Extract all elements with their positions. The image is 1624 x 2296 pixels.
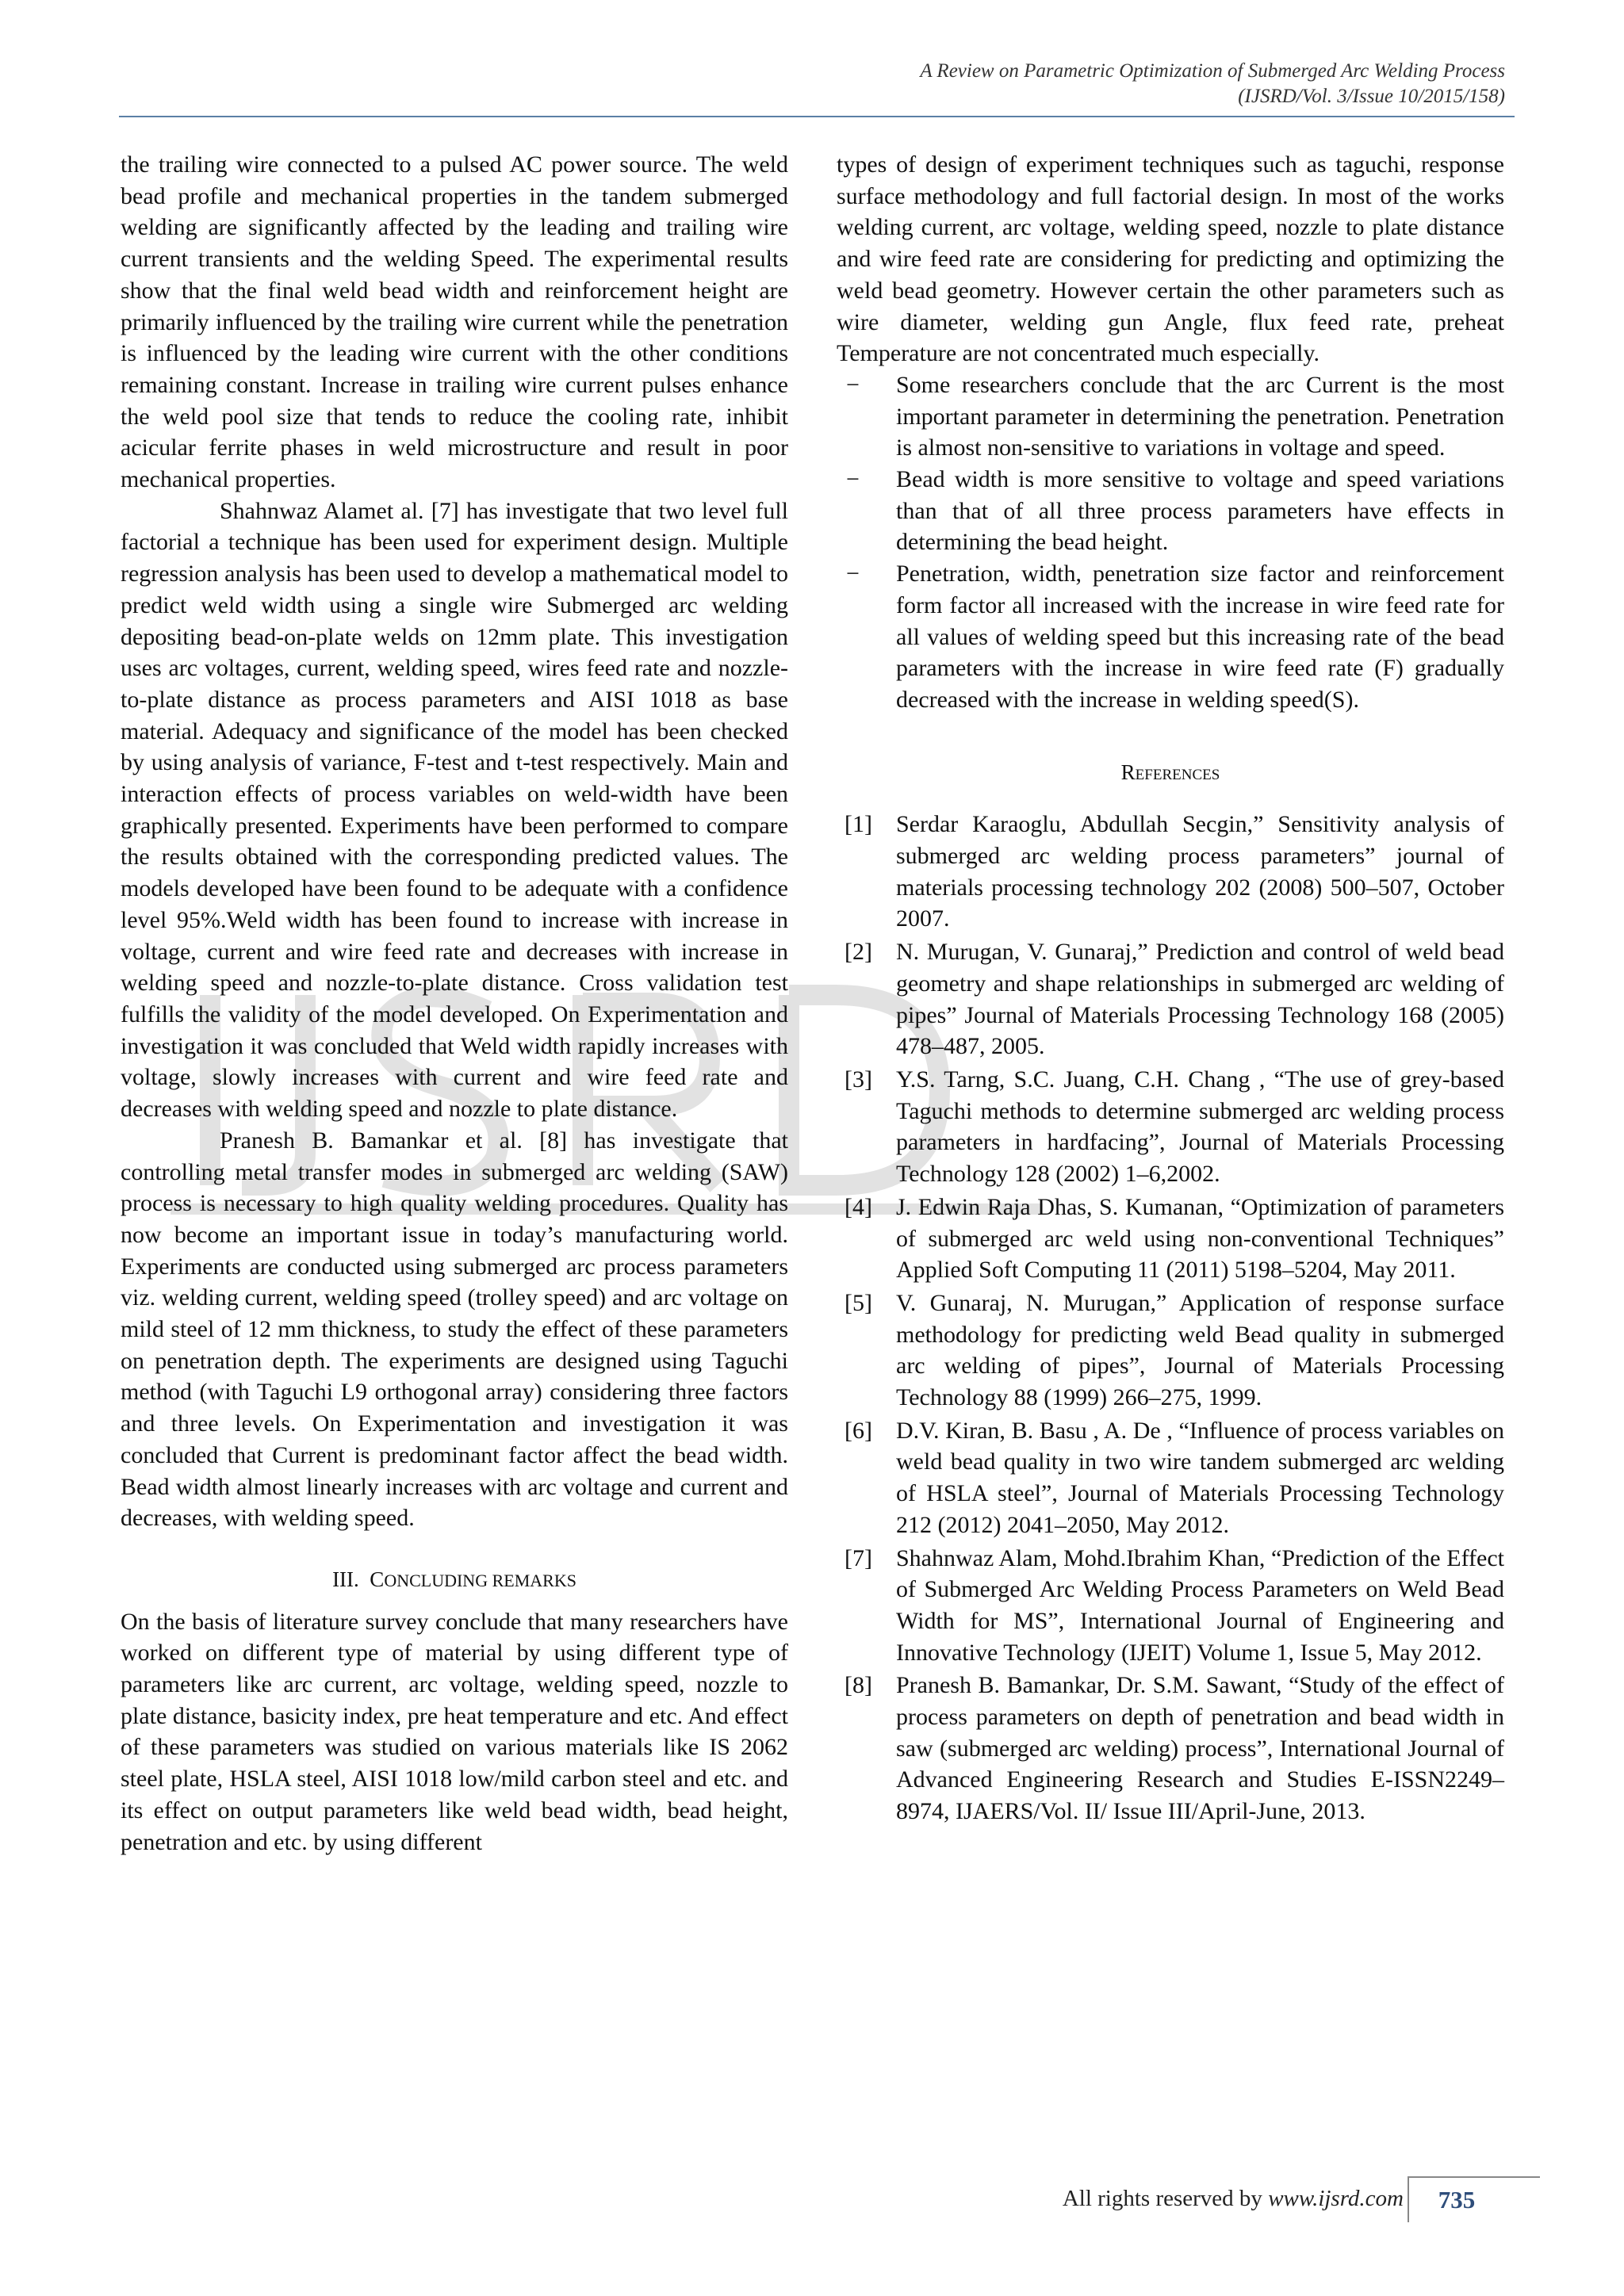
paragraph: types of design of experiment techniques such as taguchi, response surface methodology and full factorial design. In most of the works welding current, arc voltage, welding speed, nozzle to plate distance and wire feed rate are considering for predicting and optimizing the weld bead geometry. However certain the other parameters such as wire diameter, welding gun Angle, flux feed rate, preheat Temperature are not concentrated much especially. [837,151,1504,367]
reference-item [837,1543,1504,1669]
reference-item [837,1192,1504,1286]
section-numeral: III. [332,1567,359,1591]
reference-item [837,1064,1504,1190]
section-title-rest: ONCLUDING REMARKS [384,1570,576,1590]
reference-number: [8] [845,1672,872,1699]
reference-text: J. Edwin Raja Dhas, S. Kumanan, “Optimization of parameters of submerged arc weld using non-conventional Techniques” Applied Soft Computing 11 (2011) 5198–5204, May 2011. [896,1193,1504,1284]
reference-text: Shahnwaz Alam, Mohd.Ibrahim Khan, “Prediction of the Effect of Submerged Arc Welding Process Parameters on Weld Bead Width for MS”, International Journal of Engineering and Innovative Technology (IJEIT) Volume 1, Issue 5, May 2012. [896,1544,1504,1666]
section-heading-concluding-remarks [121,1564,788,1597]
paragraph: On the basis of literature survey conclude that many researchers have worked on different type of material by using different type of parameters like arc current, arc voltage, welding speed, nozzle to plate distance, basicity index, pre heat temperature and etc. And effect of these parameters was studied on various materials like IS 2062 steel plate, HSLA steel, AISI 1018 low/mild carbon steel and etc. and its effect on output parameters like weld bead width, bead height, penetration and etc. by using different [121,1608,788,1855]
reference-number: [3] [845,1066,872,1093]
reference-number: [4] [845,1193,872,1220]
list-item-text: Bead width is more sensitive to voltage and speed variations than that of all three process parameters have effects in determining the bead height. [896,466,1504,556]
reference-text: Serdar Karaoglu, Abdullah Secgin,” Sensitivity analysis of submerged arc welding process parameters” journal of materials processing technology 202 (2008) 500–507, October 2007. [896,811,1504,932]
dash-bullet: − [846,371,860,398]
right-column [837,149,1504,1829]
list-item [837,558,1504,716]
dash-bullet: − [846,466,860,493]
header-citation: (IJSRD/Vol. 3/Issue 10/2015/158) [1238,86,1505,107]
reference-list [837,809,1504,1827]
running-header [920,59,1505,109]
paragraph: Pranesh B. Bamankar et al. [8] has investigate that controlling metal transfer modes in submerged arc welding (SAW) process is necessary to high quality welding procedures. Quality has now become an important issue in today’s manufacturing world. Experiments are conducted using submerged arc process parameters viz. welding current, welding speed (trolley speed) and arc voltage on mild steel of 12 mm thickness, to study the effect of these parameters on penetration depth. The experiments are designed using Taguchi method (with Taguchi L9 orthogonal array) considering three factors and three levels. On Experimentation and investigation it was concluded that Current is predominant factor affect the bead width. Bead width almost linearly increases with arc voltage and current and decreases, with welding speed. [121,1127,788,1532]
reference-number: [7] [845,1544,872,1571]
reference-text: V. Gunaraj, N. Murugan,” Application of response surface methodology for predicting weld Bead quality in submerged arc welding of pipes”, Journal of Materials Processing Technology 88 (1999) 266–275, 1999. [896,1289,1504,1411]
reference-item [837,1670,1504,1827]
list-item [837,464,1504,558]
list-item-text: Penetration, width, penetration size factor and reinforcement form factor all increased with the increase in wire feed rate for all values of welding speed but this increasing rate of the bead parameters with the increase in wire feed rate (F) gradually decreased with the increase in welding speed(S). [896,561,1504,713]
references-heading: References [1120,760,1220,784]
list-item [837,369,1504,464]
reference-number: [6] [845,1417,872,1444]
section-initial: C [370,1567,385,1591]
footer-rights-text: All rights reserved by [1062,2186,1269,2211]
footer-site-link[interactable]: www.ijsrd.com [1268,2186,1404,2211]
conclusion-list [837,369,1504,716]
reference-number: [2] [845,939,872,966]
header-rule [119,116,1515,117]
page-number: 735 [1438,2186,1476,2214]
list-item-text: Some researchers conclude that the arc Current is the most important parameter in determining the penetration. Penetration is almost non-sensitive to variations in voltage and speed. [896,371,1504,461]
reference-item [837,1415,1504,1541]
reference-number: [1] [845,811,872,838]
reference-item [837,1288,1504,1414]
dash-bullet: − [846,561,860,587]
left-column [121,149,788,1858]
reference-item [837,809,1504,935]
page-number-box [1408,2176,1540,2222]
reference-text: N. Murugan, V. Gunaraj,” Prediction and control of weld bead geometry and shape relationships in submerged arc welding of pipes” Journal of Materials Processing Technology 168 (2005) 478–487, 2005. [896,939,1504,1060]
paragraph: the trailing wire connected to a pulsed AC power source. The weld bead profile and mechanical properties in the tandem submerged welding are significantly affected by the leading and trailing wire current transients and the welding Speed. The experimental results show that the final weld bead width and reinforcement height are primarily influenced by the trailing wire current while the penetration is influenced by the leading wire current with the other conditions remaining constant. Increase in trailing wire current pulses enhance the weld pool size that tends to reduce the cooling rate, inhibit acicular ferrite phases in weld microstructure and result in poor mechanical properties. [121,151,788,493]
reference-item [837,936,1504,1062]
footer-rights [1063,2186,1404,2212]
reference-text: D.V. Kiran, B. Basu , A. De , “Influence of process variables on weld bead quality in two wire tandem submerged arc welding of HSLA steel”, Journal of Materials Processing Technology 212 (2012) 2041–2050, May 2012. [896,1417,1504,1538]
reference-text: Y.S. Tarng, S.C. Juang, C.H. Chang , “The use of grey-based Taguchi methods to determine submerged arc welding process parameters in hardfacing”, Journal of Materials Processing Technology 128 (2002) 1–6,2002. [896,1066,1504,1188]
page-footer [0,2176,1624,2224]
header-title: A Review on Parametric Optimization of Submerged Arc Welding Process [920,60,1505,82]
reference-number: [5] [845,1289,872,1316]
reference-text: Pranesh B. Bamankar, Dr. S.M. Sawant, “Study of the effect of process parameters on depth of penetration and bead width in saw (submerged arc welding) process”, International Journal of Advanced Engineering Research and Studies E-ISSN2249–8974, IJAERS/Vol. II/ Issue III/April-June, 2013. [896,1672,1504,1825]
paragraph: Shahnwaz Alamet al. [7] has investigate that two level full factorial a technique has been used for experiment design. Multiple regression analysis has been used to develop a mathematical model to predict weld width using a single wire Submerged arc welding depositing bead-on-plate welds on 12mm plate. This investigation uses arc voltages, current, welding speed, wires feed rate and nozzle-to-plate distance as process parameters and AISI 1018 as base material. Adequacy and significance of the model has been checked by using analysis of variance, F-test and t-test respectively. Main and interaction effects of process variables on weld-width have been graphically presented. Experiments have been performed to compare the results obtained with the corresponding predicted values. The models developed have been found to be adequate with a confidence level 95%.Weld width has been found to increase with increase in voltage, current and wire feed rate and decreases with increase in welding speed and nozzle-to-plate distance. Cross validation test fulfills the validity of the model developed. On Experimentation and investigation it was concluded that Weld width rapidly increases with voltage, slowly increases with current and wire feed rate and decreases with welding speed and nozzle to plate distance. [121,497,788,1123]
